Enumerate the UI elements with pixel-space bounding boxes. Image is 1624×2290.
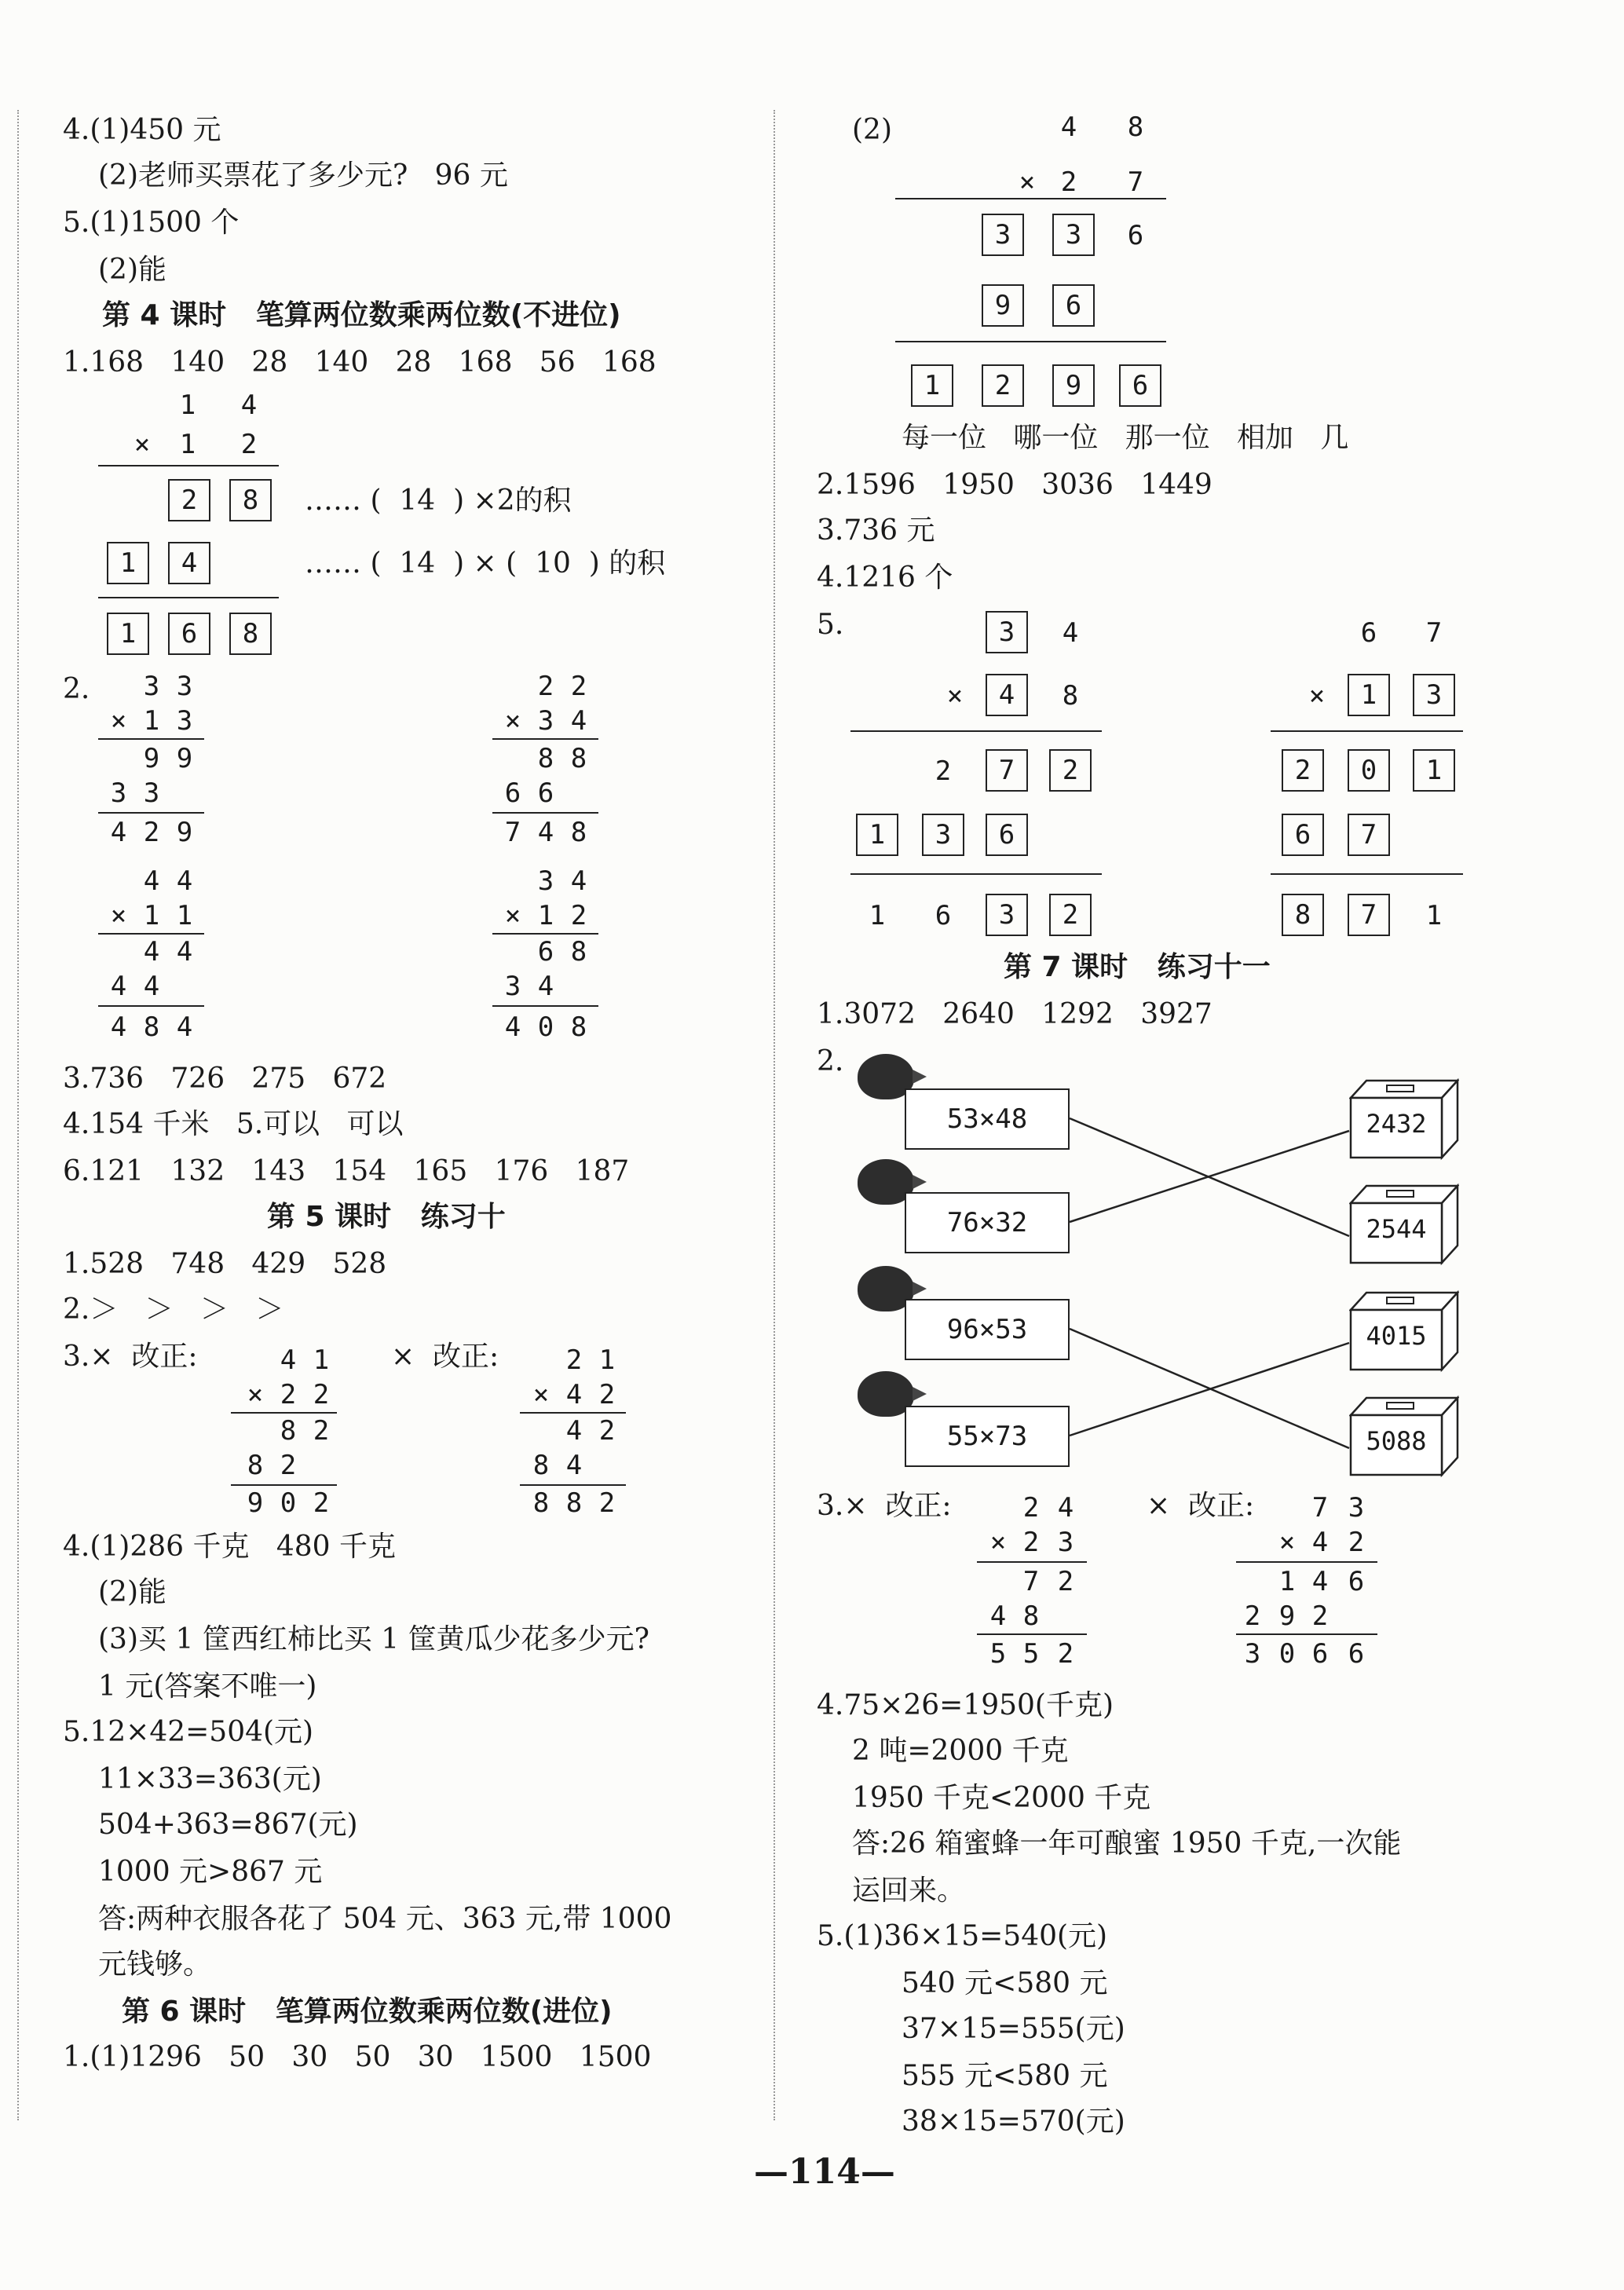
answer-box: 6 (168, 613, 210, 655)
left-line-11b: × 改正: (391, 1341, 499, 1373)
answer-box: 2 (168, 479, 210, 521)
left-line-18: 504+363=867(元) (98, 1809, 358, 1841)
answer-box: 1 (856, 814, 898, 856)
right-line-6a: 3.× 改正: (817, 1490, 952, 1522)
right-line-5: 1.3072 2640 1292 3927 (817, 998, 1213, 1030)
answer-box: 1 (1413, 749, 1455, 792)
expression-card: 55×73 (905, 1406, 1070, 1467)
lesson-6-heading: 第 6 课时 笔算两位数乘两位数(进位) (122, 1996, 613, 2028)
left-line-16: 5.12×42=504(元) (63, 1716, 314, 1748)
answer-box: 3 (986, 611, 1028, 653)
answer-box: 3 (1052, 214, 1095, 256)
expression-card: 76×32 (905, 1192, 1070, 1253)
right-line-10: 答:26 箱蜜蜂一年可酿蜜 1950 千克,一次能 (852, 1827, 1402, 1860)
right-line-1: 每一位 哪一位 那一位 相加 几 (902, 422, 1349, 454)
left-line-12: 4.(1)286 千克 480 千克 (63, 1531, 396, 1563)
answer-box: 7 (1348, 894, 1390, 936)
left-line-6: 3.736 726 275 672 (63, 1063, 387, 1095)
right-line-15: 555 元<580 元 (902, 2060, 1108, 2092)
left-line-11a: 3.× 改正: (63, 1341, 198, 1373)
answer-box: 1 (107, 542, 149, 584)
answer-box: 1 (1348, 674, 1390, 716)
right-line-6b: × 改正: (1147, 1490, 1255, 1522)
answer-box: 6 (1282, 814, 1324, 856)
expression-card: 53×48 (905, 1088, 1070, 1150)
right-line-11: 运回来。 (852, 1875, 966, 1907)
answer-box: 9 (1052, 364, 1095, 407)
right-line-13: 540 元<580 元 (902, 1967, 1108, 1999)
right-line-7: 4.75×26=1950(千克) (817, 1689, 1114, 1721)
left-line-8: 6.121 132 143 154 165 176 187 (63, 1155, 630, 1187)
answer-box: 2 (982, 364, 1024, 407)
left-line-22: 1.(1)1296 50 30 50 30 1500 1500 (63, 2041, 652, 2073)
left-line-17: 11×33=363(元) (98, 1763, 322, 1795)
left-line-21: 元钱够。 (98, 1948, 212, 1981)
answer-box: 3 (986, 894, 1028, 936)
answer-box: 7 (1348, 814, 1390, 856)
left-line-1: 4.(1)450 元 (63, 114, 221, 146)
right-line-16: 38×15=570(元) (902, 2105, 1125, 2138)
right-line-8: 2 吨=2000 千克 (852, 1735, 1069, 1767)
left-line-13: (2)能 (98, 1576, 166, 1608)
cashbox-icon: 2544 (1349, 1183, 1459, 1272)
right-q2b-label: 2. (817, 1045, 844, 1077)
right-q2-label: (2) (852, 114, 892, 146)
lesson-5-heading: 第 5 课时 练习十 (267, 1201, 506, 1233)
answer-box: 9 (982, 284, 1024, 327)
answer-box: 2 (1282, 749, 1324, 792)
answer-box: 3 (922, 814, 964, 856)
answer-box: 2 (1049, 749, 1092, 792)
left-line-9: 1.528 748 429 528 (63, 1248, 387, 1280)
answer-box: 1 (107, 613, 149, 655)
answer-box: 8 (1282, 894, 1324, 936)
right-q5-label: 5. (817, 609, 844, 641)
lesson-7-heading: 第 7 课时 练习十一 (1004, 951, 1271, 983)
answer-box: 3 (1413, 674, 1455, 716)
answer-box: 8 (229, 479, 272, 521)
left-line-20: 答:两种衣服各花了 504 元、363 元,带 1000 (98, 1903, 672, 1935)
right-line-12: 5.(1)36×15=540(元) (817, 1920, 1108, 1952)
right-line-9: 1950 千克<2000 千克 (852, 1782, 1151, 1814)
answer-box: 8 (229, 613, 272, 655)
answer-box: 7 (986, 749, 1028, 792)
left-line-15: 1 元(答案不唯一) (98, 1670, 317, 1703)
answer-box: 4 (168, 542, 210, 584)
answer-box: 6 (1119, 364, 1161, 407)
right-line-2: 2.1596 1950 3036 1449 (817, 469, 1213, 501)
lesson-4-heading: 第 4 课时 笔算两位数乘两位数(不进位) (102, 299, 621, 331)
right-line-3: 3.736 元 (817, 514, 935, 547)
cashbox-icon: 4015 (1349, 1289, 1459, 1379)
note-1: …… ( 14 ) ×2的积 (305, 485, 572, 517)
right-line-14: 37×15=555(元) (902, 2013, 1125, 2045)
left-line-10: 2.＞ ＞ ＞ ＞ (63, 1293, 284, 1326)
note-2: …… ( 14 ) × ( 10 ) 的积 (305, 547, 666, 580)
left-line-4: (2)能 (98, 254, 166, 286)
answer-box: 3 (982, 214, 1024, 256)
answer-box: 2 (1049, 894, 1092, 936)
answer-box: 6 (986, 814, 1028, 856)
left-line-7: 4.154 千米 5.可以 可以 (63, 1108, 404, 1140)
answer-box: 4 (986, 674, 1028, 716)
left-line-3: 5.(1)1500 个 (63, 207, 240, 239)
answer-box: 1 (911, 364, 953, 407)
expression-card: 96×53 (905, 1299, 1070, 1360)
left-line-2: (2)老师买票花了多少元? 96 元 (98, 159, 508, 192)
right-line-4: 4.1216 个 (817, 562, 953, 594)
q2-label: 2. (63, 673, 90, 705)
cashbox-icon: 2432 (1349, 1077, 1459, 1167)
left-line-14: (3)买 1 筐西红柿比买 1 筐黄瓜少花多少元? (98, 1623, 649, 1655)
cashbox-icon: 5088 (1349, 1395, 1459, 1484)
answer-box: 6 (1052, 284, 1095, 327)
answer-box: 0 (1348, 749, 1390, 792)
left-line-19: 1000 元>867 元 (98, 1856, 323, 1888)
left-line-5: 1.168 140 28 140 28 168 56 168 (63, 346, 657, 379)
page-number: —114— (754, 2152, 895, 2192)
